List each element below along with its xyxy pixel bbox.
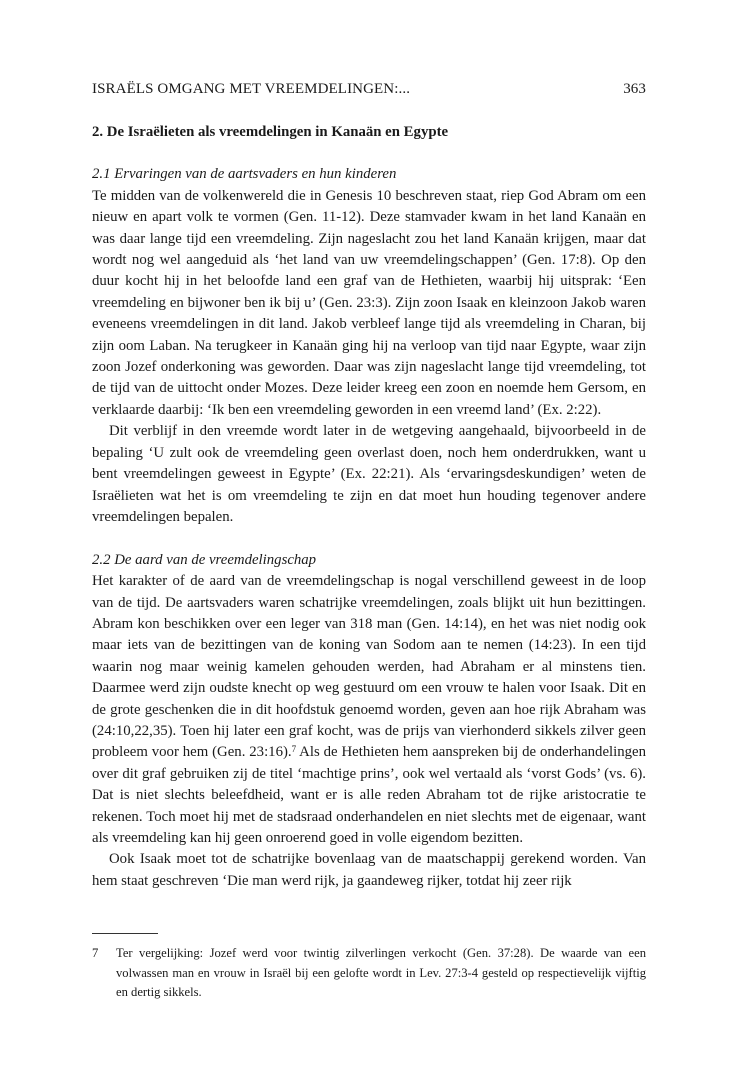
footnote: [92, 944, 646, 1003]
paragraph-2-1-b: Dit verblijf in den vreemde wordt later in de wetgeving aangehaald, bijvoorbeeld in de bepaling ‘U zult ook de vreemdeling geen overlast doen, noch hem onderdrukken, want u bent vreemdelingen geweest in Egypte’ (Ex. 22:21). Als ‘ervaringsdeskundigen’ weten de Israëlieten wat het is om vreemdeling te zijn en dat moet hun houding tegenover andere vreemdelingen bepalen.: [92, 423, 646, 525]
paragraph-2-2-a: [92, 571, 646, 849]
footnote-reference[interactable]: 7: [291, 744, 297, 755]
footnote-text: Ter vergelijking: Jozef werd voor twintig zilverlingen verkocht (Gen. 37:28). De waarde van een volwassen man en vrouw in Israël bij een gelofte wordt in Lev. 27:3-4 gesteld op respectievelijk vijftig en dertig sikkels.: [116, 946, 646, 1000]
subsection-title-2-1: 2.1 Ervaringen van de aartsvaders en hun kinderen: [92, 166, 397, 183]
paragraph-2-2-b: Ook Isaak moet tot de schatrijke bovenlaag van de maatschappij gerekend worden. Van hem staat geschreven ‘Die man werd rijk, ja gaandeweg rijker, totdat hij zeer rijk: [92, 851, 646, 889]
subsection-title-2-2: 2.2 De aard van de vreemdelingschap: [92, 551, 317, 568]
footnote-divider: [92, 933, 158, 934]
running-header: [92, 80, 646, 98]
footnote-number: 7: [92, 946, 99, 960]
running-title: ISRAËLS OMGANG MET VREEMDELINGEN:...: [92, 81, 411, 97]
page-number: 363: [623, 81, 646, 97]
body-text: [92, 122, 646, 892]
paragraph-text: Als de Hethieten hem aanspreken bij de onderhandelingen over dit graf gebruiken zij de titel ‘machtige prins’, ook wel vertaald als ‘vorst Gods’ (vs. 6). Dat is niet slechts beleefdheid, want er is alle reden Abraham tot de rijke aristocratie te rekenen. Toch moet hij met de stadsraad onderhandelen en niet slechts met de eigenaar, want als vreemdeling kan hij geen onroerend goed in volle eigendom bezitten.: [92, 744, 646, 846]
section-gap: [92, 528, 646, 549]
section-title: 2. De Israëlieten als vreemdelingen in Kanaän en Egypte: [92, 124, 449, 140]
paragraph-text: Het karakter of de aard van de vreemdelingschap is nogal verschillend geweest in de loop van de tijd. De aartsvaders waren schatrijke vreemdelingen, zoals blijkt uit hun bezittingen. Abram kon beschikken over een leger van 318 man (Gen. 14:14), en het was niet nodig ook maar iets van de bezittingen van de koning van Sodom aan te nemen (14:23). In een tijd waarin nog maar weinig kamelen gehouden werden, had Abraham er al minstens tien. Daarmee werd zijn oudste knecht op weg gestuurd om een vrouw te halen voor Isaak. Dit en de grote geschenken die in dit hoofdstuk genoemd worden, geven aan hoe rijk Abraham was (24:10,22,35). Toen hij later een graf kocht, was de prijs van vierhonderd sikkels zilver geen probleem voor hem (Gen. 23:16).: [92, 573, 646, 761]
paragraph-2-1-a: Te midden van de volkenwereld die in Genesis 10 beschreven staat, riep God Abram om een nieuw en apart volk te vormen (Gen. 11-12). Deze stamvader kwam in het land Kanaän en was daar lange tijd een vreemdeling. Zijn nageslacht zou het land Kanaän krijgen, maar dat wordt nog wel aangeduid als ‘het land van uw vreemdelingschappen’ (Gen. 17:8). Op den duur kocht hij in het beloofde land een graf van de Hethieten, waarbij hij uitsprak: ‘Een vreemdeling en bijwoner ben ik bij u’ (Gen. 23:3). Zijn zoon Isaak en kleinzoon Jakob waren eveneens vreemdelingen in dit land. Jakob verbleef lange tijd als vreemdeling in Charan, bij zijn oom Laban. Na terugkeer in Kanaän ging hij na verloop van tijd naar Egypte, waar zijn zoon Jozef onderkoning was geworden. Daar was zijn nageslacht lange tijd vreemdeling, tot de tijd van de uittocht onder Mozes. Deze leider kreeg een zoon en noemde hem Gersom, en verklaarde daarbij: ‘Ik ben een vreemdeling geworden in een vreemd land’ (Ex. 2:22).: [92, 187, 646, 418]
